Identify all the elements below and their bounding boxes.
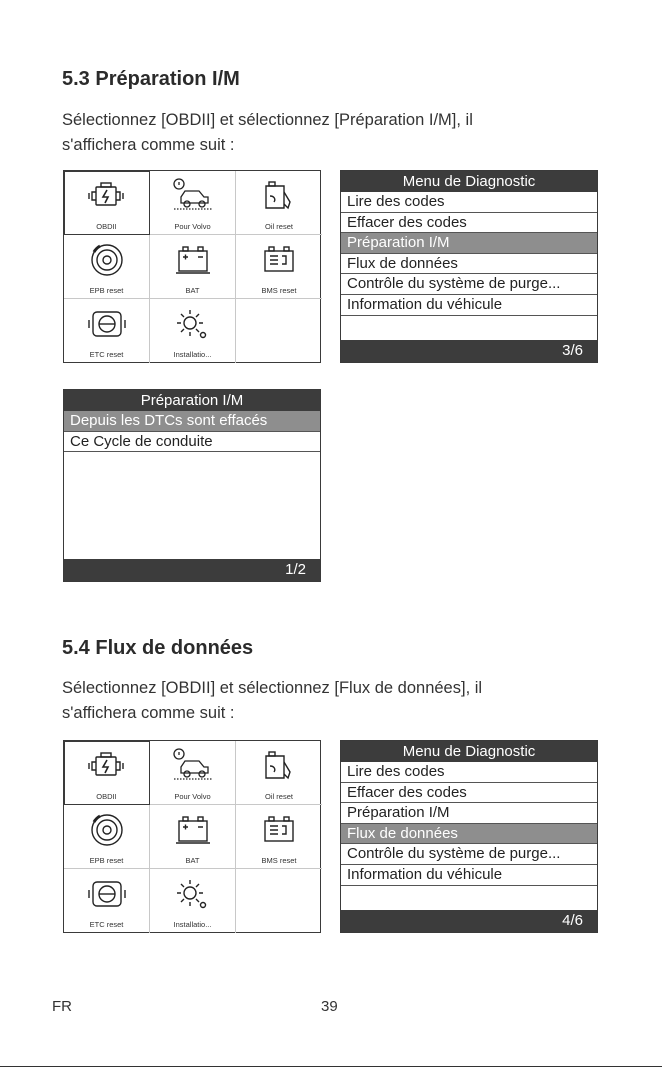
function-grid-1: [63, 170, 321, 363]
page-indicator: 4/6: [341, 910, 597, 932]
intro-line-1: Sélectionnez [OBDII] et sélectionnez [Flux de données], il: [62, 679, 483, 697]
grid-tile-label: Installatio...: [173, 350, 212, 359]
grid-tile[interactable]: [236, 805, 322, 869]
menu-items: [341, 192, 597, 316]
grid-tile[interactable]: [64, 805, 150, 869]
diagnostic-menu-screen-2: [340, 740, 598, 933]
grid-tile[interactable]: [64, 235, 150, 299]
page-indicator: 3/6: [341, 340, 597, 362]
grid-tile-label: EPB reset: [89, 286, 124, 295]
menu-item[interactable]: Effacer des codes: [341, 213, 597, 234]
grid-tile-label: Pour Volvo: [174, 792, 211, 801]
intro-line-2: s'affichera comme suit :: [62, 136, 235, 154]
battery-icon: [172, 242, 214, 283]
grid-tile[interactable]: [150, 741, 236, 805]
grid-tile-label: Oil reset: [265, 222, 293, 231]
menu-item[interactable]: Ce Cycle de conduite: [64, 432, 320, 453]
grid-tile-label: BMS reset: [261, 856, 297, 865]
diagnostic-menu-screen-1: [340, 170, 598, 363]
oil-can-icon: [258, 748, 300, 789]
engine-icon: [86, 178, 128, 219]
bms-icon: [258, 812, 300, 853]
oil-can-icon: [258, 178, 300, 219]
grid-tile-label: OBDII: [96, 222, 117, 231]
menu-item[interactable]: Préparation I/M: [341, 803, 597, 824]
gear-settings-icon: [172, 306, 214, 347]
grid-tile[interactable]: [64, 171, 150, 235]
grid-tile[interactable]: [236, 171, 322, 235]
menu-title: Menu de Diagnostic: [341, 741, 597, 762]
menu-items: [341, 762, 597, 886]
grid-tile[interactable]: [150, 805, 236, 869]
battery-icon: [172, 812, 214, 853]
menu-items: [64, 411, 320, 452]
menu-item[interactable]: Information du véhicule: [341, 295, 597, 316]
grid-tile-label: BAT: [185, 286, 200, 295]
grid-tile[interactable]: [236, 235, 322, 299]
throttle-icon: [86, 306, 128, 347]
menu-item[interactable]: Effacer des codes: [341, 783, 597, 804]
menu-item[interactable]: Flux de données: [341, 254, 597, 275]
menu-item[interactable]: Lire des codes: [341, 192, 597, 213]
menu-item[interactable]: Contrôle du système de purge...: [341, 844, 597, 865]
menu-item[interactable]: Lire des codes: [341, 762, 597, 783]
page-bottom-rule: [0, 1066, 662, 1067]
brake-disc-icon: [86, 812, 128, 853]
grid-tile-label: Oil reset: [265, 792, 293, 801]
car-info-icon: [172, 748, 214, 789]
intro-line-2: s'affichera comme suit :: [62, 704, 235, 722]
grid-tile-label: EPB reset: [89, 856, 124, 865]
grid-tile-empty: [236, 299, 322, 363]
grid-tile[interactable]: [64, 741, 150, 805]
section-intro-text: [62, 676, 582, 726]
grid-tile-label: BMS reset: [261, 286, 297, 295]
intro-line-1: Sélectionnez [OBDII] et sélectionnez [Préparation I/M], il: [62, 111, 473, 129]
throttle-icon: [86, 876, 128, 917]
car-info-icon: [172, 178, 214, 219]
grid-tile[interactable]: [64, 869, 150, 933]
grid-tile[interactable]: [236, 741, 322, 805]
menu-item[interactable]: Flux de données: [341, 824, 597, 845]
im-readiness-menu-screen: [63, 389, 321, 582]
section-title-im-readiness: 5.3 Préparation I/M: [62, 68, 240, 90]
grid-tile[interactable]: [150, 299, 236, 363]
menu-item[interactable]: Préparation I/M: [341, 233, 597, 254]
menu-title: Préparation I/M: [64, 390, 320, 411]
grid-tile-label: ETC reset: [89, 350, 124, 359]
grid-tile[interactable]: [150, 171, 236, 235]
menu-item[interactable]: Contrôle du système de purge...: [341, 274, 597, 295]
grid-tile[interactable]: [64, 299, 150, 363]
menu-item[interactable]: Information du véhicule: [341, 865, 597, 886]
grid-tile-label: Pour Volvo: [174, 222, 211, 231]
grid-tile-empty: [236, 869, 322, 933]
engine-icon: [86, 748, 128, 789]
grid-tile-label: Installatio...: [173, 920, 212, 929]
gear-settings-icon: [172, 876, 214, 917]
brake-disc-icon: [86, 242, 128, 283]
grid-tile-label: ETC reset: [89, 920, 124, 929]
section-title-data-stream: 5.4 Flux de données: [62, 637, 254, 659]
menu-title: Menu de Diagnostic: [341, 171, 597, 192]
grid-tile[interactable]: [150, 869, 236, 933]
section-intro-text: [62, 108, 582, 158]
page-indicator: 1/2: [64, 559, 320, 581]
grid-tile-label: BAT: [185, 856, 200, 865]
grid-tile-label: OBDII: [96, 792, 117, 801]
bms-icon: [258, 242, 300, 283]
footer-language: FR: [52, 998, 72, 1015]
grid-tile[interactable]: [150, 235, 236, 299]
footer-page-number: 39: [321, 998, 338, 1015]
menu-item[interactable]: Depuis les DTCs sont effacés: [64, 411, 320, 432]
function-grid-2: [63, 740, 321, 933]
